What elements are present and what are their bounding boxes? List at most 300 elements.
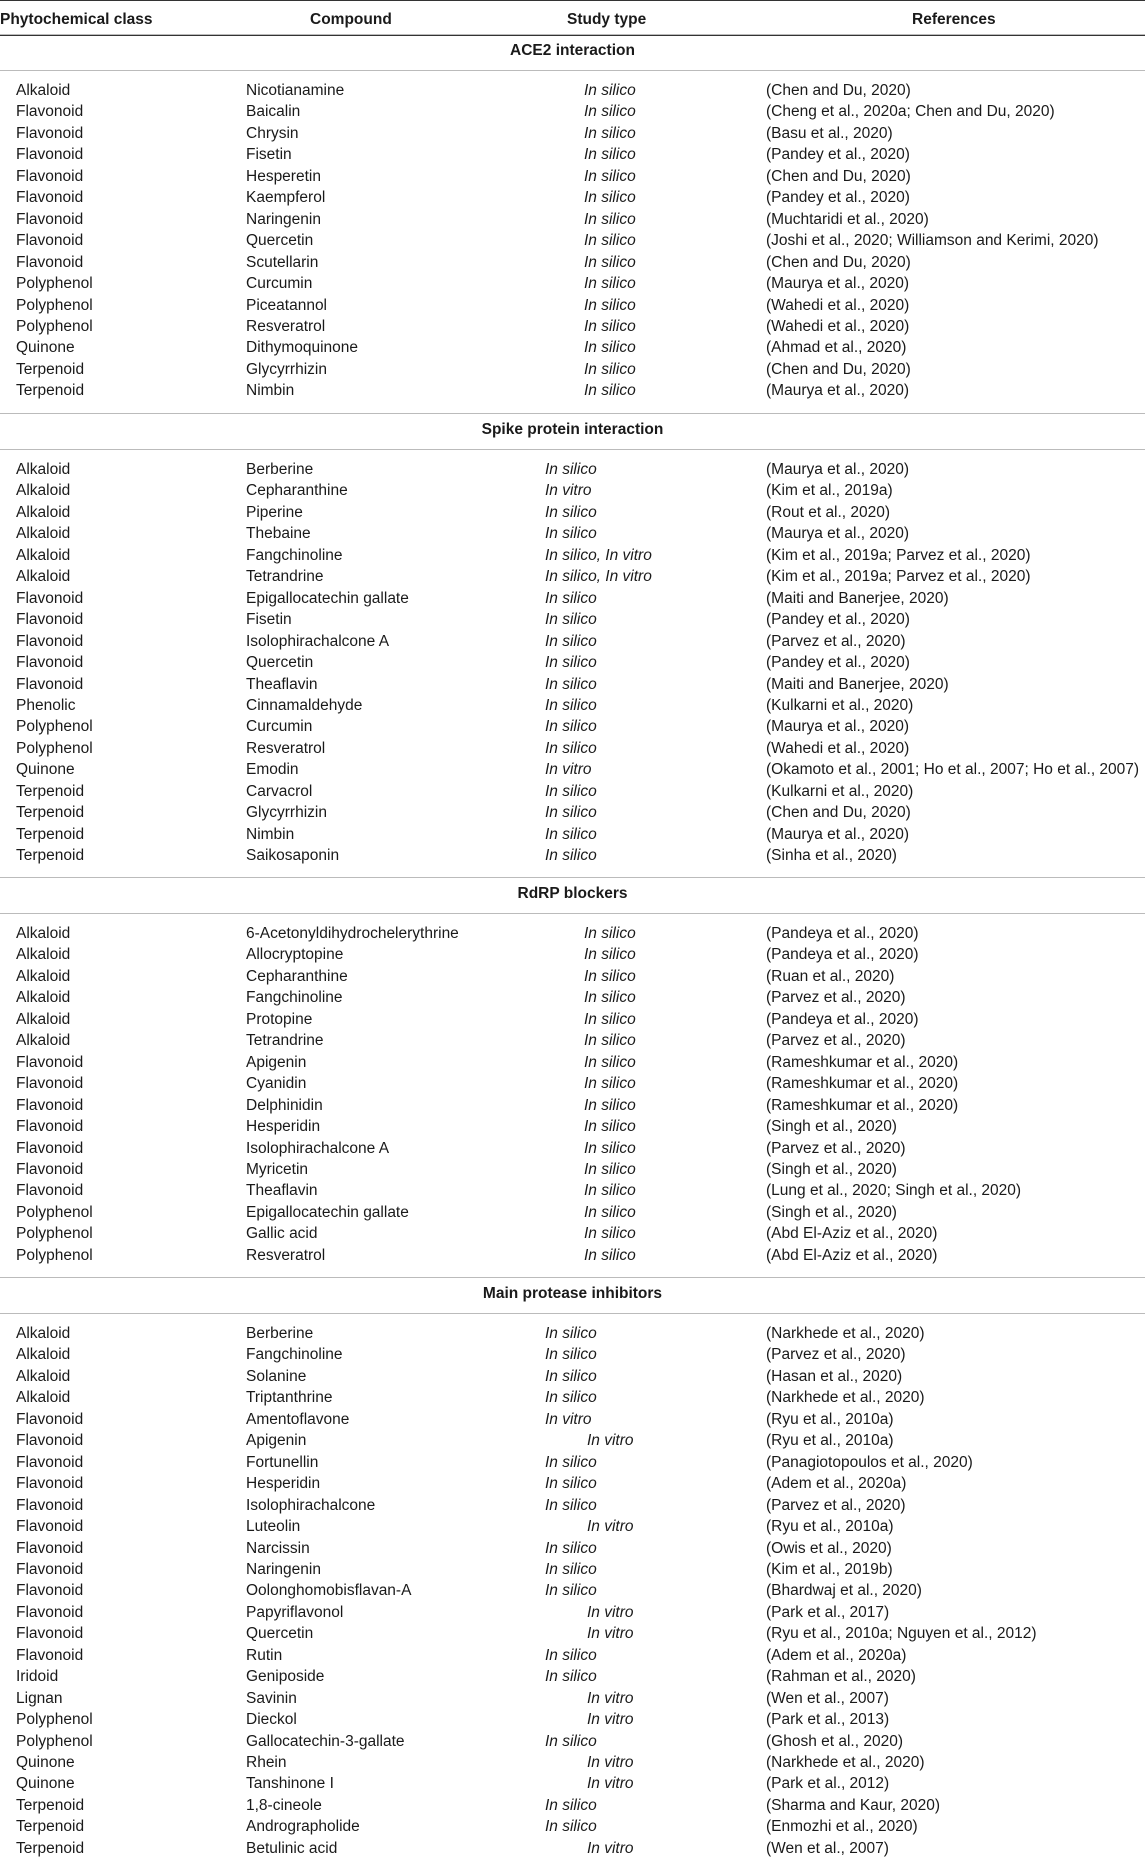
cell-reference: (Rameshkumar et al., 2020) [766,1053,959,1071]
cell-class: Terpenoid [16,360,85,378]
cell-class: Polyphenol [16,1246,93,1264]
cell-compound: 1,8-cineole [246,1796,322,1814]
cell-reference: (Ryu et al., 2010a) [766,1432,894,1450]
cell-study-type: In silico [584,1096,636,1114]
cell-study-type: In silico [584,925,636,942]
cell-study-type: In silico [545,1732,597,1750]
cell-study-type: In silico [584,253,636,271]
cell-study-type: In silico [545,1346,597,1364]
cell-study-type: In vitro [587,1689,634,1707]
cell-reference: (Cheng et al., 2020a; Chen and Du, 2020) [766,103,1055,121]
cell-reference: (Wahedi et al., 2020) [766,317,910,335]
cell-study-type: In vitro [587,1625,634,1643]
cell-compound: Epigallocatechin gallate [246,1203,409,1221]
cell-compound: Fangchinoline [246,989,343,1007]
cell-compound: Chrysin [246,124,299,142]
cell-class: Flavonoid [16,611,84,629]
cell-study-type: In vitro [545,482,592,500]
cell-reference: (Ghosh et al., 2020) [766,1732,903,1750]
cell-class: Flavonoid [16,675,84,693]
cell-compound: Resveratrol [246,1246,326,1264]
cell-class: Quinone [16,761,75,779]
cell-study-type: In silico [584,1225,636,1243]
cell-class: Flavonoid [16,589,84,607]
cell-class: Flavonoid [16,1560,84,1578]
cell-compound: Tanshinone I [246,1775,334,1793]
cell-compound: Saikosaponin [246,847,340,865]
cell-study-type: In silico [584,360,636,378]
cell-reference: (Ahmad et al., 2020) [766,339,907,357]
cell-class: Polyphenol [16,317,93,335]
cell-study-type: In silico [584,146,636,164]
cell-class: Alkaloid [16,82,71,99]
cell-reference: (Pandey et al., 2020) [766,146,910,164]
cell-compound: Piceatannol [246,296,328,314]
cell-class: Flavonoid [16,1118,84,1136]
cell-study-type: In silico [584,1053,636,1071]
cell-reference: (Rahman et al., 2020) [766,1668,916,1686]
cell-class: Flavonoid [16,253,84,271]
table-header [0,0,1145,36]
cell-class: Flavonoid [16,1432,84,1450]
cell-compound: Glycyrrhizin [246,360,327,378]
cell-compound: Theaflavin [246,675,318,693]
cell-class: Flavonoid [16,1603,84,1621]
cell-reference: (Joshi et al., 2020; Williamson and Kerimi, 2020) [766,232,1099,250]
cell-class: Flavonoid [16,1539,84,1557]
cell-study-type: In silico [584,1246,636,1264]
cell-reference: (Narkhede et al., 2020) [766,1325,925,1342]
cell-class: Terpenoid [16,1796,85,1814]
cell-study-type: In silico [545,739,597,757]
cell-reference: (Parvez et al., 2020) [766,1496,906,1514]
cell-compound: Isolophirachalcone A [246,632,390,650]
cell-class: Alkaloid [16,1367,71,1385]
cell-study-type: In silico [545,611,597,629]
cell-study-type: In silico [584,1118,636,1136]
cell-study-type: In silico [545,525,597,543]
cell-study-type: In silico [584,296,636,314]
cell-study-type: In silico [545,804,597,822]
cell-reference: (Adem et al., 2020a) [766,1475,907,1493]
cell-reference: (Narkhede et al., 2020) [766,1389,925,1407]
cell-reference: (Maurya et al., 2020) [766,718,910,736]
cell-compound: Curcumin [246,718,313,736]
cell-reference: (Ryu et al., 2010a) [766,1518,894,1536]
cell-reference: (Okamoto et al., 2001; Ho et al., 2007; Ho et al., 2007) [766,761,1140,779]
cell-class: Alkaloid [16,503,71,521]
cell-compound: Quercetin [246,232,314,250]
cell-compound: Nicotianamine [246,82,345,99]
cell-compound: Rutin [246,1646,283,1664]
cell-compound: Quercetin [246,1625,314,1643]
cell-study-type: In silico [584,1160,636,1178]
cell-study-type: In silico [545,1818,597,1836]
cell-reference: (Chen and Du, 2020) [766,82,911,99]
cell-compound: Thebaine [246,525,311,543]
cell-compound: Oolonghomobisflavan-A [246,1582,412,1600]
cell-reference: (Ryu et al., 2010a; Nguyen et al., 2012) [766,1625,1037,1643]
cell-compound: Cinnamaldehyde [246,696,363,714]
cell-class: Flavonoid [16,1096,84,1114]
cell-class: Alkaloid [16,925,71,942]
cell-reference: (Narkhede et al., 2020) [766,1754,925,1771]
cell-class: Iridoid [16,1668,59,1686]
cell-study-type: In silico [545,589,597,607]
cell-reference: (Parvez et al., 2020) [766,632,906,650]
cell-study-type: In silico [545,654,597,672]
cell-reference: (Lung et al., 2020; Singh et al., 2020) [766,1182,1022,1200]
cell-study-type: In silico [584,124,636,142]
cell-reference: (Pandey et al., 2020) [766,654,910,672]
cell-class: Terpenoid [16,782,85,800]
cell-class: Flavonoid [16,1646,84,1664]
cell-study-type: In silico [545,1560,597,1578]
cell-study-type: In silico [584,1032,636,1050]
cell-compound: Nimbin [246,825,295,843]
cell-reference: (Singh et al., 2020) [766,1160,897,1178]
cell-reference: (Rameshkumar et al., 2020) [766,1096,959,1114]
cell-reference: (Adem et al., 2020a) [766,1646,907,1664]
cell-study-type: In silico [545,1475,597,1493]
cell-reference: (Hasan et al., 2020) [766,1367,903,1385]
cell-study-type: In silico [584,967,636,985]
cell-compound: Cepharanthine [246,482,348,500]
cell-compound: Quercetin [246,654,314,672]
cell-class: Alkaloid [16,461,71,478]
cell-compound: Tetrandrine [246,568,324,586]
cell-study-type: In silico [545,1496,597,1514]
cell-study-type: In silico [545,1539,597,1557]
cell-compound: Baicalin [246,103,301,121]
cell-reference: (Maurya et al., 2020) [766,382,910,400]
cell-study-type: In silico [584,1010,636,1028]
cell-class: Quinone [16,1775,75,1793]
cell-compound: Geniposide [246,1668,325,1686]
cell-reference: (Kim et al., 2019a) [766,482,893,500]
cell-compound: Emodin [246,761,299,779]
cell-compound: Scutellarin [246,253,319,271]
cell-compound: Nimbin [246,382,295,400]
cell-study-type: In silico [545,675,597,693]
cell-class: Alkaloid [16,546,71,564]
cell-reference: (Maurya et al., 2020) [766,275,910,293]
cell-reference: (Owis et al., 2020) [766,1539,892,1557]
cell-study-type: In silico [545,1646,597,1664]
cell-class: Alkaloid [16,946,71,964]
cell-reference: (Wahedi et al., 2020) [766,739,910,757]
cell-study-type: In vitro [587,1518,634,1536]
cell-compound: Triptanthrine [246,1389,333,1407]
cell-compound: Hesperetin [246,167,321,185]
cell-class: Flavonoid [16,1475,84,1493]
cell-class: Terpenoid [16,804,85,822]
cell-reference: (Rout et al., 2020) [766,503,891,521]
cell-class: Flavonoid [16,1582,84,1600]
cell-reference: (Park et al., 2017) [766,1603,890,1621]
cell-reference: (Parvez et al., 2020) [766,1346,906,1364]
cell-reference: (Kim et al., 2019a; Parvez et al., 2020) [766,568,1031,586]
cell-class: Polyphenol [16,739,93,757]
cell-reference: (Maiti and Banerjee, 2020) [766,675,949,693]
cell-reference: (Maiti and Banerjee, 2020) [766,589,949,607]
cell-class: Flavonoid [16,124,84,142]
cell-reference: (Singh et al., 2020) [766,1203,897,1221]
cell-study-type: In silico [545,461,597,478]
cell-compound: Myricetin [246,1160,309,1178]
cell-compound: Protopine [246,1010,313,1028]
cell-class: Flavonoid [16,654,84,672]
cell-compound: Curcumin [246,275,313,293]
cell-reference: (Bhardwaj et al., 2020) [766,1582,922,1600]
cell-class: Flavonoid [16,632,84,650]
cell-compound: Gallocatechin-3-gallate [246,1732,405,1750]
cell-compound: Tetrandrine [246,1032,324,1050]
cell-reference: (Chen and Du, 2020) [766,167,911,185]
cell-class: Flavonoid [16,167,84,185]
cell-reference: (Ryu et al., 2010a) [766,1410,894,1428]
cell-class: Alkaloid [16,1032,71,1050]
cell-reference: (Wen et al., 2007) [766,1839,889,1857]
cell-class: Flavonoid [16,1182,84,1200]
cell-study-type: In vitro [587,1775,634,1793]
cell-compound: Carvacrol [246,782,313,800]
cell-study-type: In silico [545,1453,597,1471]
cell-class: Alkaloid [16,989,71,1007]
cell-compound: Naringenin [246,210,321,228]
cell-study-type: In silico, In vitro [545,546,652,564]
cell-class: Terpenoid [16,382,85,400]
cell-class: Terpenoid [16,1818,85,1836]
cell-class: Flavonoid [16,1625,84,1643]
cell-study-type: In silico [584,210,636,228]
cell-study-type: In silico, In vitro [545,568,652,586]
cell-class: Terpenoid [16,1839,85,1857]
cell-study-type: In vitro [587,1711,634,1729]
cell-class: Alkaloid [16,1346,71,1364]
cell-class: Terpenoid [16,825,85,843]
cell-study-type: In silico [584,1139,636,1157]
cell-study-type: In silico [584,103,636,121]
cell-study-type: In silico [545,1325,597,1342]
cell-class: Flavonoid [16,1496,84,1514]
cell-compound: Naringenin [246,1560,321,1578]
cell-class: Flavonoid [16,1053,84,1071]
cell-study-type: In vitro [587,1432,634,1450]
cell-class: Flavonoid [16,1139,84,1157]
cell-class: Phenolic [16,696,76,714]
cell-compound: Andrographolide [246,1818,360,1836]
cell-study-type: In silico [545,503,597,521]
cell-study-type: In vitro [545,761,592,779]
cell-study-type: In vitro [587,1839,634,1857]
cell-compound: Epigallocatechin gallate [246,589,409,607]
cell-reference: (Muchtaridi et al., 2020) [766,210,929,228]
cell-study-type: In silico [584,1075,636,1093]
cell-compound: 6-Acetonyldihydrochelerythrine [246,925,459,942]
cell-study-type: In silico [584,382,636,400]
cell-study-type: In silico [545,632,597,650]
cell-reference: (Abd El-Aziz et al., 2020) [766,1225,938,1243]
cell-class: Lignan [16,1689,63,1707]
cell-study-type: In silico [545,1389,597,1407]
cell-reference: (Parvez et al., 2020) [766,1032,906,1050]
header-study-type: Study type [567,11,647,28]
cell-compound: Cyanidin [246,1075,307,1093]
cell-compound: Betulinic acid [246,1839,338,1857]
cell-compound: Fangchinoline [246,1346,343,1364]
cell-compound: Papyriflavonol [246,1603,344,1621]
cell-compound: Glycyrrhizin [246,804,327,822]
cell-class: Alkaloid [16,1389,71,1407]
cell-class: Flavonoid [16,1410,84,1428]
cell-compound: Hesperidin [246,1118,321,1136]
cell-compound: Dithymoquinone [246,339,359,357]
cell-reference: (Maurya et al., 2020) [766,461,910,478]
header-compound: Compound [310,11,392,28]
cell-class: Polyphenol [16,1203,93,1221]
cell-study-type: In silico [545,825,597,843]
cell-class: Alkaloid [16,525,71,543]
header-references: References [912,11,996,28]
cell-reference: (Chen and Du, 2020) [766,360,911,378]
cell-reference: (Kulkarni et al., 2020) [766,696,914,714]
cell-compound: Cepharanthine [246,967,348,985]
cell-class: Polyphenol [16,1732,93,1750]
cell-compound: Isolophirachalcone [246,1496,376,1514]
cell-class: Flavonoid [16,1453,84,1471]
cell-compound: Resveratrol [246,317,326,335]
cell-compound: Hesperidin [246,1475,321,1493]
cell-reference: (Sinha et al., 2020) [766,847,897,865]
cell-compound: Apigenin [246,1053,307,1071]
cell-class: Alkaloid [16,482,71,500]
cell-class: Flavonoid [16,189,84,207]
cell-class: Quinone [16,1754,75,1771]
cell-reference: (Park et al., 2012) [766,1775,890,1793]
cell-reference: (Pandey et al., 2020) [766,611,910,629]
cell-compound: Apigenin [246,1432,307,1450]
cell-study-type: In silico [545,1668,597,1686]
cell-reference: (Singh et al., 2020) [766,1118,897,1136]
cell-compound: Fisetin [246,146,292,164]
cell-reference: (Parvez et al., 2020) [766,989,906,1007]
cell-study-type: In vitro [545,1410,592,1428]
cell-study-type: In silico [545,1367,597,1385]
cell-study-type: In silico [584,167,636,185]
cell-compound: Savinin [246,1689,297,1707]
cell-class: Alkaloid [16,967,71,985]
cell-reference: (Kim et al., 2019a; Parvez et al., 2020) [766,546,1031,564]
cell-study-type: In silico [545,847,597,865]
cell-class: Flavonoid [16,1160,84,1178]
cell-class: Polyphenol [16,296,93,314]
cell-compound: Dieckol [246,1711,297,1729]
cell-reference: (Wahedi et al., 2020) [766,296,910,314]
cell-reference: (Pandeya et al., 2020) [766,1010,919,1028]
cell-study-type: In silico [545,1582,597,1600]
cell-class: Polyphenol [16,1225,93,1243]
cell-compound: Narcissin [246,1539,310,1557]
cell-study-type: In silico [545,782,597,800]
cell-compound: Isolophirachalcone A [246,1139,390,1157]
cell-study-type: In vitro [587,1603,634,1621]
cell-compound: Delphinidin [246,1096,323,1114]
cell-study-type: In silico [584,317,636,335]
cell-study-type: In silico [584,339,636,357]
cell-reference: (Pandeya et al., 2020) [766,946,919,964]
cell-study-type: In silico [584,275,636,293]
cell-reference: (Kim et al., 2019b) [766,1560,893,1578]
cell-compound: Gallic acid [246,1225,318,1243]
cell-compound: Resveratrol [246,739,326,757]
cell-class: Terpenoid [16,847,85,865]
section-title: RdRP blockers [517,885,628,902]
cell-reference: (Pandey et al., 2020) [766,189,910,207]
section-title: Spike protein interaction [481,421,664,438]
cell-reference: (Kulkarni et al., 2020) [766,782,914,800]
cell-class: Polyphenol [16,1711,93,1729]
cell-reference: (Wen et al., 2007) [766,1689,889,1707]
cell-reference: (Maurya et al., 2020) [766,525,910,543]
cell-reference: (Enmozhi et al., 2020) [766,1818,918,1836]
header-class: Phytochemical class [0,11,153,28]
cell-compound: Rhein [246,1754,287,1771]
cell-study-type: In silico [584,1182,636,1200]
cell-reference: (Park et al., 2013) [766,1711,890,1729]
section-title: Main protease inhibitors [482,1285,663,1302]
cell-reference: (Chen and Du, 2020) [766,253,911,271]
cell-compound: Berberine [246,461,314,478]
cell-compound: Amentoflavone [246,1410,350,1428]
cell-study-type: In silico [545,1796,597,1814]
cell-class: Flavonoid [16,1518,84,1536]
cell-reference: (Parvez et al., 2020) [766,1139,906,1157]
cell-compound: Theaflavin [246,1182,318,1200]
cell-class: Quinone [16,339,75,357]
cell-class: Flavonoid [16,210,84,228]
cell-compound: Solanine [246,1367,307,1385]
cell-compound: Allocryptopine [246,946,344,964]
cell-study-type: In silico [545,718,597,736]
cell-study-type: In silico [584,989,636,1007]
cell-study-type: In silico [584,232,636,250]
cell-reference: (Basu et al., 2020) [766,124,893,142]
cell-class: Flavonoid [16,146,84,164]
cell-compound: Fortunellin [246,1453,319,1471]
cell-study-type: In silico [584,946,636,964]
cell-reference: (Rameshkumar et al., 2020) [766,1075,959,1093]
cell-class: Alkaloid [16,568,71,586]
cell-compound: Fisetin [246,611,292,629]
cell-study-type: In silico [584,1203,636,1221]
cell-compound: Kaempferol [246,189,326,207]
cell-study-type: In silico [584,189,636,207]
cell-study-type: In vitro [587,1754,634,1771]
cell-reference: (Panagiotopoulos et al., 2020) [766,1453,973,1471]
cell-reference: (Pandeya et al., 2020) [766,925,919,942]
cell-class: Flavonoid [16,232,84,250]
cell-compound: Luteolin [246,1518,301,1536]
cell-study-type: In silico [584,82,636,99]
cell-class: Flavonoid [16,1075,84,1093]
cell-compound: Piperine [246,503,303,521]
cell-compound: Fangchinoline [246,546,343,564]
section-title: ACE2 interaction [510,42,635,59]
cell-class: Alkaloid [16,1325,71,1342]
cell-reference: (Abd El-Aziz et al., 2020) [766,1246,938,1264]
cell-reference: (Maurya et al., 2020) [766,825,910,843]
